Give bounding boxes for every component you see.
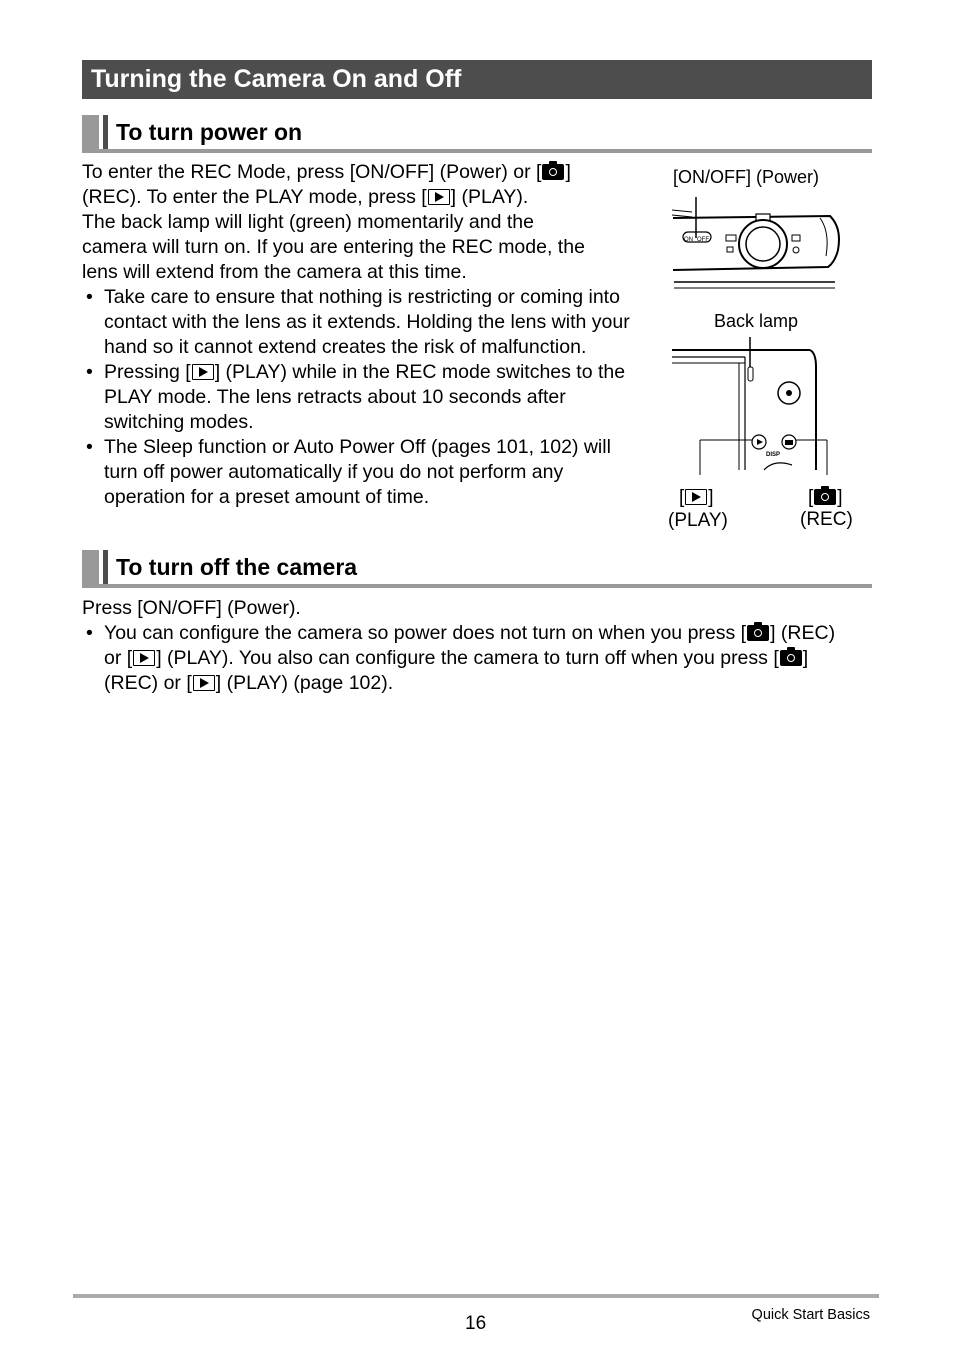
text-span: ] (PLAY) while in the REC mode switches to the PLAY mode. The lens retracts about 10 seconds after switching modes. [104,361,626,433]
page-title: Turning the Camera On and Off [82,60,872,99]
heading-accent [103,115,108,149]
text-span: ] (PLAY). You also can configure the camera to turn off when you press [ [156,647,779,669]
camera-icon [814,489,836,505]
text-span: ] (REC) or [ [104,622,836,669]
text-span: ] (PLAY). [450,186,529,208]
section-heading-power-off [82,550,872,588]
heading-rule [82,584,872,588]
text-span: ] [565,161,571,183]
list-item [82,360,634,435]
heading-text: To turn off the camera [116,554,358,580]
heading-text: To turn power on [116,119,303,145]
text-span: [ [679,487,685,508]
power-off-notes [82,621,842,696]
list-item: • Take care to ensure that nothing is restricting or coming into contact with the lens as it extends. Holding the lens with your hand so it cannot extend creates the risk of malfunction. [82,285,634,360]
text-span: To enter the REC Mode, press [ON/OFF] (Power) or [ [82,161,542,183]
text-line [82,185,642,210]
disp-label: DISP [766,452,781,458]
footer-rule [73,1294,879,1298]
camera-back-illustration [670,335,850,475]
text-span: ] (PLAY) (page 102). [215,672,394,694]
camera-icon [747,625,769,641]
text-line [82,160,642,185]
power-off-paragraph: Press [ON/OFF] (Power). [82,597,301,619]
label-power: [ON/OFF] (Power) [673,167,820,187]
off-label: OFF [697,237,709,243]
text-span: Pressing [ [104,361,191,383]
heading-accent [82,550,99,584]
text-span: [ [808,487,814,508]
label-play: (PLAY) [668,510,728,531]
play-icon [685,489,707,505]
text-line: lens will extend from the camera at this time. [82,261,467,283]
label-back-lamp: Back lamp [714,311,799,331]
camera-top-illustration [670,192,850,292]
section-heading-power-on [82,115,872,153]
camera-icon [542,164,564,180]
text-line: The back lamp will light (green) momentarily and the [82,211,534,233]
play-icon [193,675,215,691]
list-item: • The Sleep function or Auto Power Off (pages 101, 102) will turn off power automatically if you do not perform any operation for a preset amount of time. [82,435,634,510]
text-span: ] [708,487,714,508]
text-span: ] [837,487,843,508]
on-label: ON [684,237,693,243]
heading-accent [103,550,108,584]
text-span: You can configure the camera so power does not turn on when you press [ [104,622,747,644]
text-span: ] (REC) or [ [104,647,809,694]
play-icon [428,189,450,205]
play-icon [192,364,214,380]
text-line: camera will turn on. If you are entering the REC mode, the [82,236,585,258]
heading-rule [82,149,872,153]
label-rec-button [808,487,843,509]
label-rec: (REC) [800,509,853,530]
intro-paragraph [82,160,642,285]
power-on-notes [82,285,634,510]
text-span: (REC). To enter the PLAY mode, press [ [82,186,427,208]
page-number: 16 [465,1313,487,1334]
list-item [82,621,842,696]
label-play-button [679,487,714,509]
play-icon [133,650,155,666]
heading-accent [82,115,99,149]
footer-section-name: Quick Start Basics [751,1307,870,1323]
camera-icon [780,650,802,666]
